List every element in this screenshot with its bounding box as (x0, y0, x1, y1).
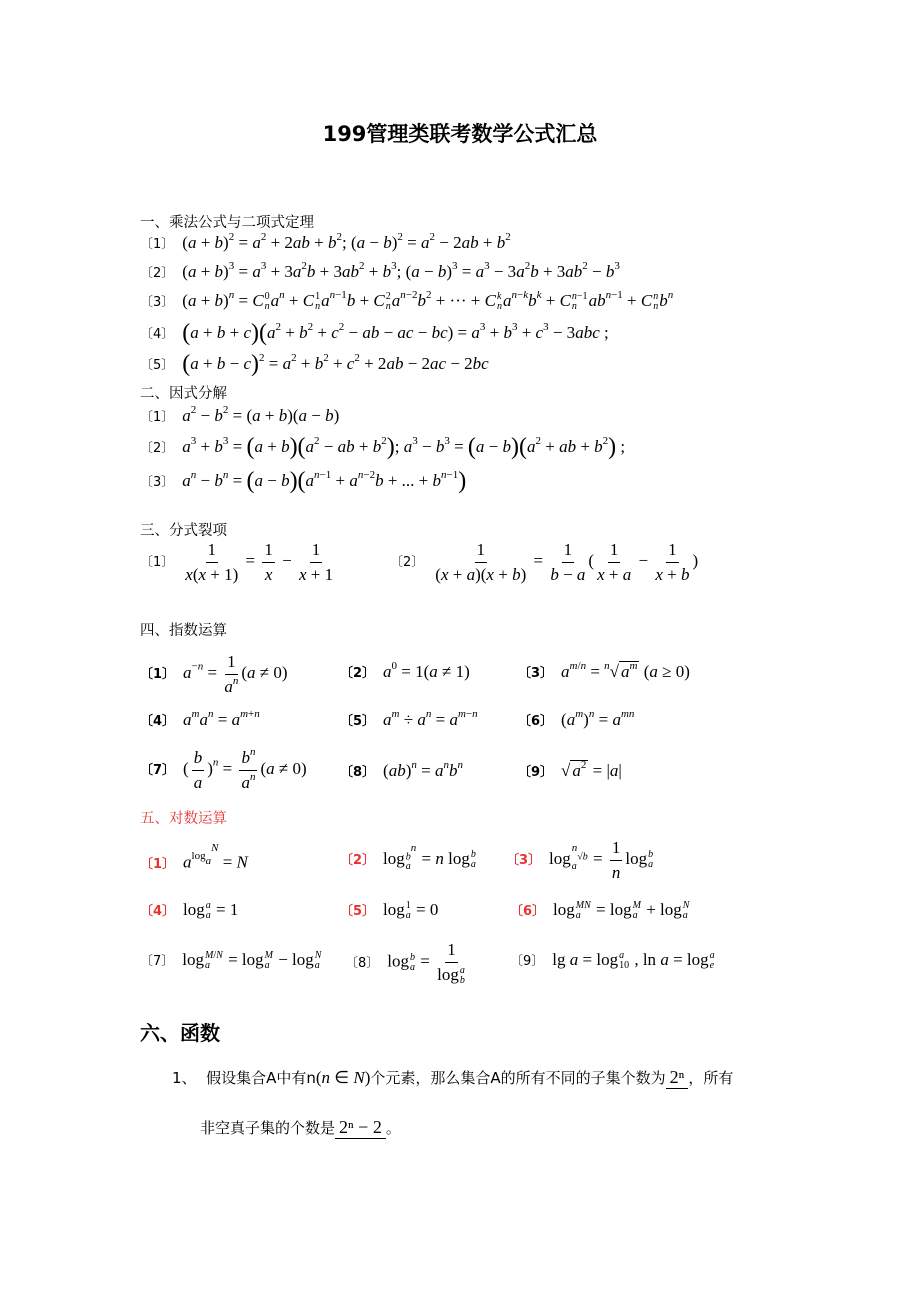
formula-1-1: 〔1〕 $(a + b)^2 = a^2 + 2ab + b^2$; $(a - b)^2 = a^2 - 2ab + b^2$ (140, 230, 511, 252)
answer-blank-1: 2ⁿ (666, 1067, 689, 1089)
formula-5-1: 〔1〕 $a^{log_a^N} = N$ (140, 842, 248, 872)
formula-4-7: 〔7〕 ( $\frac{b}{a}$ )$^n$ = $\frac{b^n}{a^n}$ (a ≠ 0) (140, 745, 307, 792)
function-item-1-line1: 1、 假设集合A中有n(n ∈ N)个元素，那么集合A的所有不同的子集个数为 2ⁿ ，所有 (172, 1067, 734, 1087)
formula-4-5: 〔5〕 $a^m \div a^n = a^{m-n}$ (340, 707, 478, 729)
formula-2-2: 〔2〕 $a^3 + b^3 = (a + b)(a^2$ − ab + $b^2$); $a^3 - b^3 = (a - b)(a^2$ + ab + $b^2$) ; (140, 434, 626, 460)
formula-5-8: 〔8〕 log b a = 1 log a b (345, 940, 465, 986)
page-title: 199管理类联考数学公式汇总 (322, 122, 598, 146)
formula-1-2: 〔2〕 $(a + b)^3 = a^3 + 3a^2b + 3ab^2 + b^3$; $(a - b)^3 = a^3 - 3a^2b + 3ab^2 - b^3$ (140, 259, 620, 281)
formula-5-3: 〔3〕 log $^n$√b a = $\frac{1}{n}$ log b a (506, 838, 654, 882)
formula-1-4: 〔4〕 $(a + b + c)(a^2 + b^2 + c^2$ − ab − ac − $bc) = a^3 + b^3 + c^3 - 3abc$ ; (140, 320, 609, 346)
formula-2-3: 〔3〕 $a^n - b^n = (a - b)(a^{n-1} + a^{n-2}b$ + ... + $b^{n-1}$) (140, 468, 467, 494)
formula-4-6: 〔6〕 $(a^m)^n = a^{mn}$ (518, 707, 635, 729)
answer-blank-2: 2ⁿ − 2 (335, 1117, 386, 1139)
formula-4-3: 〔3〕 $a^{m/n} = ^n√$ $a^m$ (a ≥ 0) (518, 659, 690, 681)
section-heading-partial-fractions: 三、分式裂项 (140, 523, 227, 539)
formula-5-5: 〔5〕 log 1 a = 0 (340, 900, 439, 922)
section-heading-functions: 六、函数 (140, 1021, 220, 1045)
formula-5-9: 〔9〕 lg a = log a 10 , ln a = log a e (510, 950, 715, 972)
formula-2-1: 〔1〕 $a^2 - b^2 = (a + b)(a - b)$ (140, 403, 340, 425)
formula-3-2: 〔2〕 $\frac{1}{(x + a)(x + b)}$ = $\frac{1}{b - a}$ ( $\frac{1}{x + a}$ − $\frac{1}{x + b}$ ) (390, 540, 699, 584)
formula-5-6: 〔6〕 log MN a = log M a + log N a (510, 900, 690, 922)
function-item-1-line2: 非空真子集的个数是 2ⁿ − 2 。 (200, 1117, 401, 1137)
formula-4-2: 〔2〕 $a^0 = 1(a \ne 1)$ (340, 659, 470, 681)
formula-4-4: 〔4〕 $a^ma^n = a^{m+n}$ (140, 707, 260, 729)
formula-4-8: 〔8〕 $(ab)^n = a^nb^n$ (340, 758, 463, 780)
section-heading-logarithm: 五、对数运算 (140, 811, 227, 827)
formula-5-7: 〔7〕 log M/N a = log M a − log N a (140, 950, 322, 972)
formula-4-1: 〔1〕 $a^{-n}$ = $\frac{1}{a^n}$ (a ≠ 0) (140, 652, 288, 696)
section-heading-multiplication: 一、乘法公式与二项式定理 (140, 215, 314, 231)
formula-1-3: 〔3〕 $(a + b)^n = C$ 0 n $a^n + C$ 1 n $a^{n-1}b + C$ 2 n $a^{n-2}b^2$ + ··· + C k n $a^{n-k}b^k + C$ n−1 n $ab^{n-1} + C$ n n $b^n$ (140, 288, 674, 313)
formula-3-1: 〔1〕 $\frac{1}{x(x + 1)}$ = $\frac{1}{x}$ − $\frac{1}{x + 1}$ (140, 540, 334, 584)
formula-5-4: 〔4〕 log a a = 1 (140, 900, 239, 922)
formula-1-5: 〔5〕 $(a + b - c)^2 = a^2 + b^2 + c^2 + 2ab - 2ac - 2bc$ (140, 351, 489, 377)
section-heading-factorization: 二、因式分解 (140, 386, 227, 402)
formula-4-9: 〔9〕 √ $a^2 = |a|$ (518, 758, 622, 780)
formula-5-2: 〔2〕 log $b^n$ a = n log b a (340, 842, 476, 873)
section-heading-exponent: 四、指数运算 (140, 623, 227, 639)
